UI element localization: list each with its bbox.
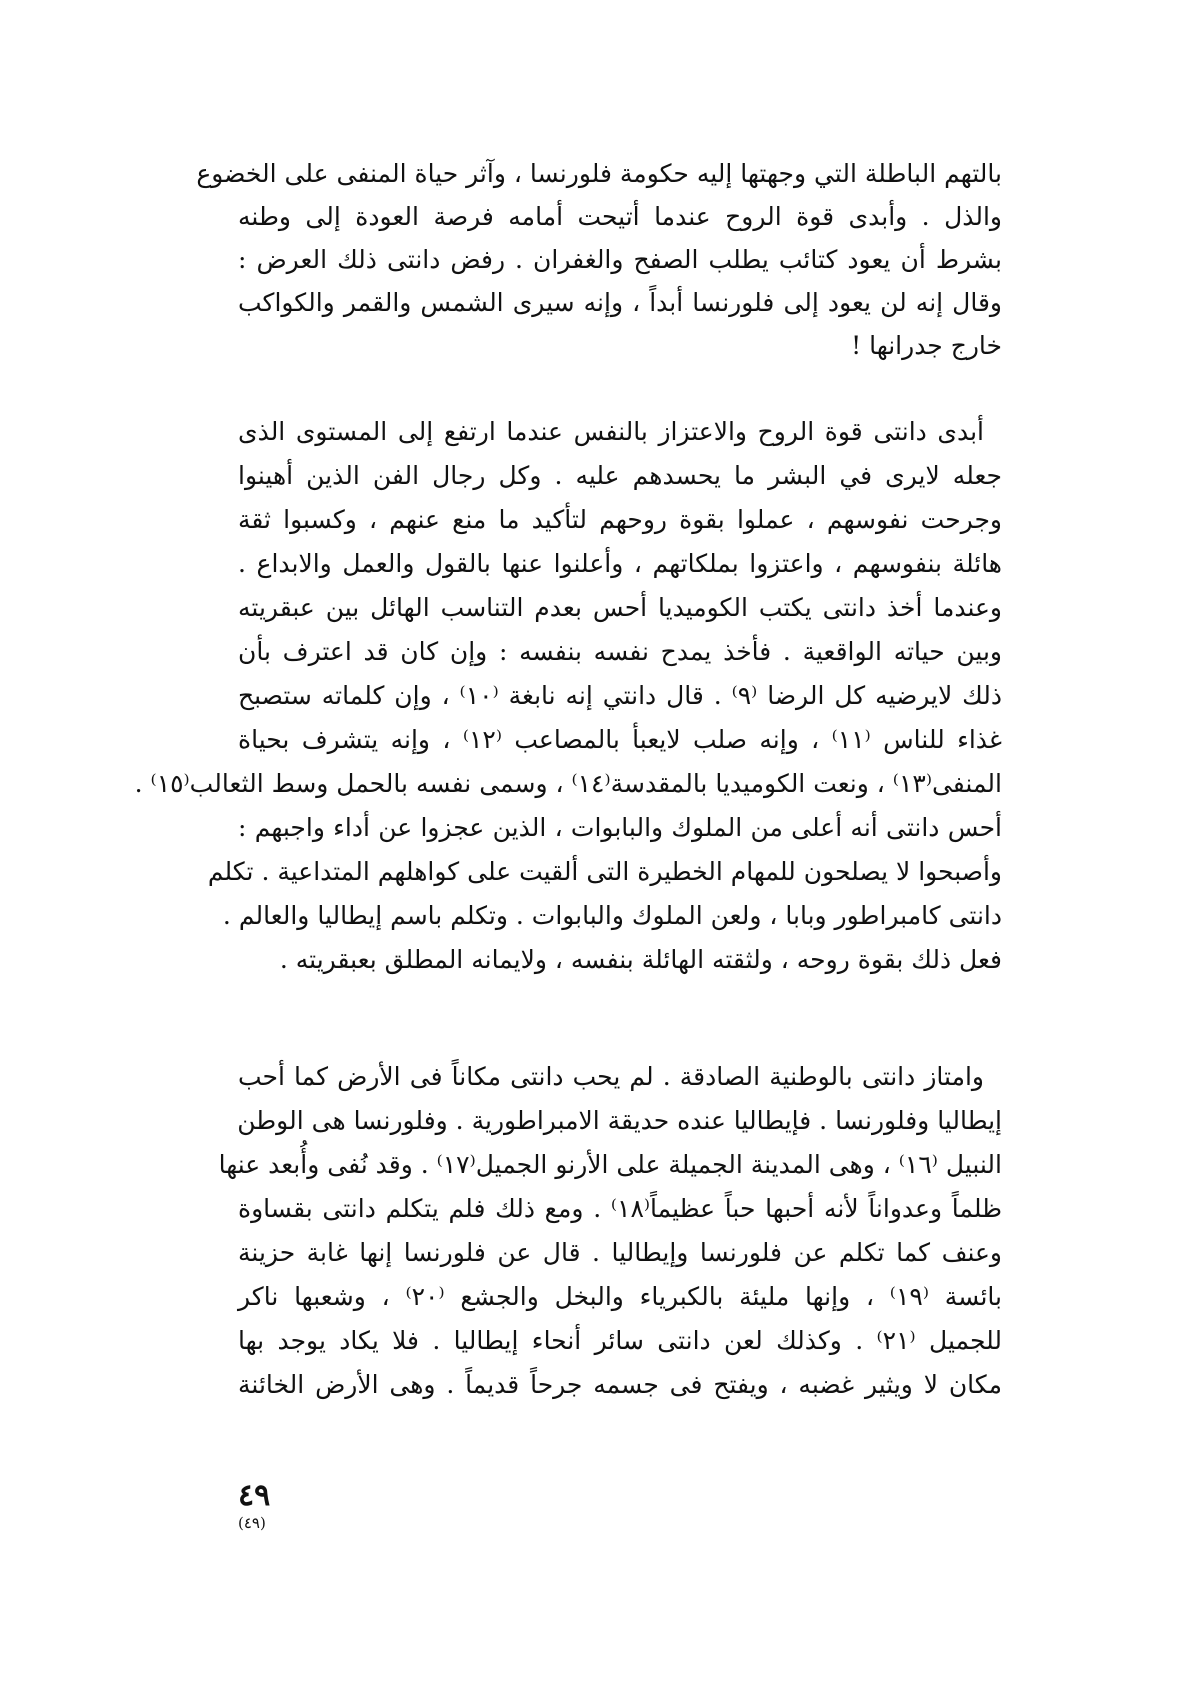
text-line: غذاء للناس ⁽١١⁾ ، وإنه صلب لايعبأ بالمصاعب ⁽١٢⁾ ، وإنه يتشرف بحياة [238, 725, 1002, 754]
text-line: ظلماً وعدواناً لأنه أحبها حباً عظيماً⁽١٨⁾ . ومع ذلك فلم يتكلم دانتى بقساوة [238, 1194, 1002, 1223]
text-line: هائلة بنفوسهم ، واعتزوا بملكاتهم ، وأعلنوا عنها بالقول والعمل والابداع . [238, 549, 1002, 578]
text-line: دانتى كامبراطور وبابا ، ولعن الملوك والبابوات . وتكلم باسم إيطاليا والعالم . [222, 901, 1002, 930]
text-line: أبدى دانتى قوة الروح والاعتزاز بالنفس عندما ارتفع إلى المستوى الذى [238, 417, 984, 446]
text-line: وقال إنه لن يعود إلى فلورنسا أبداً ، وإنه سيرى الشمس والقمر والكواكب [238, 288, 1002, 317]
text-line: أحس دانتى أنه أعلى من الملوك والبابوات ، الذين عجزوا عن أداء واجبهم : [238, 813, 1002, 842]
text-line: ذلك لايرضيه كل الرضا ⁽٩⁾ . قال دانتي إنه نابغة ⁽١٠⁾ ، وإن كلماته ستصبح [238, 681, 1002, 710]
text-line: والذل . وأبدى قوة الروح عندما أتيحت أمامه فرصة العودة إلى وطنه [238, 202, 1002, 231]
text-line: وامتاز دانتى بالوطنية الصادقة . لم يحب دانتى مكاناً فى الأرض كما أحب [238, 1062, 984, 1091]
text-line: بالتهم الباطلة التي وجهتها إليه حكومة فلورنسا ، وآثر حياة المنفى على الخضوع [196, 159, 1002, 188]
text-line: وأصبحوا لا يصلحون للمهام الخطيرة التى ألقيت على كواهلهم المتداعية . تكلم [207, 857, 1002, 886]
text-line: المنفى⁽١٣⁾ ، ونعت الكوميديا بالمقدسة⁽١٤⁾ ، وسمى نفسه بالحمل وسط الثعالب⁽١٥⁾ . [134, 769, 1002, 798]
text-line: جعله لايرى في البشر ما يحسدهم عليه . وكل رجال الفن الذين أهينوا [238, 461, 1002, 490]
text-line: وبين حياته الواقعية . فأخذ يمدح نفسه بنفسه : وإن كان قد اعترف بأن [238, 637, 1002, 666]
text-line: بائسة ⁽١٩⁾ ، وإنها مليئة بالكبرياء والبخل والجشع ⁽٢٠⁾ ، وشعبها ناكر [238, 1282, 1002, 1311]
text-line: وعندما أخذ دانتى يكتب الكوميديا أحس بعدم التناسب الهائل بين عبقريته [238, 593, 1002, 622]
text-line: النبيل ⁽١٦⁾ ، وهى المدينة الجميلة على الأرنو الجميل⁽١٧⁾ . وقد نُفى وأُبعد عنها [218, 1150, 1002, 1179]
paragraph-2 [134, 410, 1002, 982]
page-number-secondary: (٤٩) [238, 1514, 266, 1532]
paragraph-1 [196, 152, 1002, 367]
text-line: بشرط أن يعود كتائب يطلب الصفح والغفران . رفض دانتى ذلك العرض : [238, 245, 1002, 274]
text-line: للجميل ⁽٢١⁾ . وكذلك لعن دانتى سائر أنحاء إيطاليا . فلا يكاد يوجد بها [238, 1326, 1002, 1355]
text-line: مكان لا ويثير غضبه ، ويفتح فى جسمه جرحاً قديماً . وهى الأرض الخائنة [238, 1370, 1002, 1399]
text-line: خارج جدرانها ! [851, 331, 1002, 360]
text-line: وعنف كما تكلم عن فلورنسا وإيطاليا . قال عن فلورنسا إنها غابة حزينة [238, 1238, 1002, 1267]
text-line: إيطاليا وفلورنسا . فإيطاليا عنده حديقة الامبراطورية . وفلورنسا هى الوطن [237, 1106, 1002, 1135]
text-line: فعل ذلك بقوة روحه ، ولثقته الهائلة بنفسه ، ولايمانه المطلق بعبقريته . [279, 945, 1002, 974]
text-line: وجرحت نفوسهم ، عملوا بقوة روحهم لتأكيد ما منع عنهم ، وكسبوا ثقة [238, 505, 1002, 534]
paragraph-3 [218, 1055, 1002, 1407]
page-number: ٤٩ [238, 1478, 271, 1513]
